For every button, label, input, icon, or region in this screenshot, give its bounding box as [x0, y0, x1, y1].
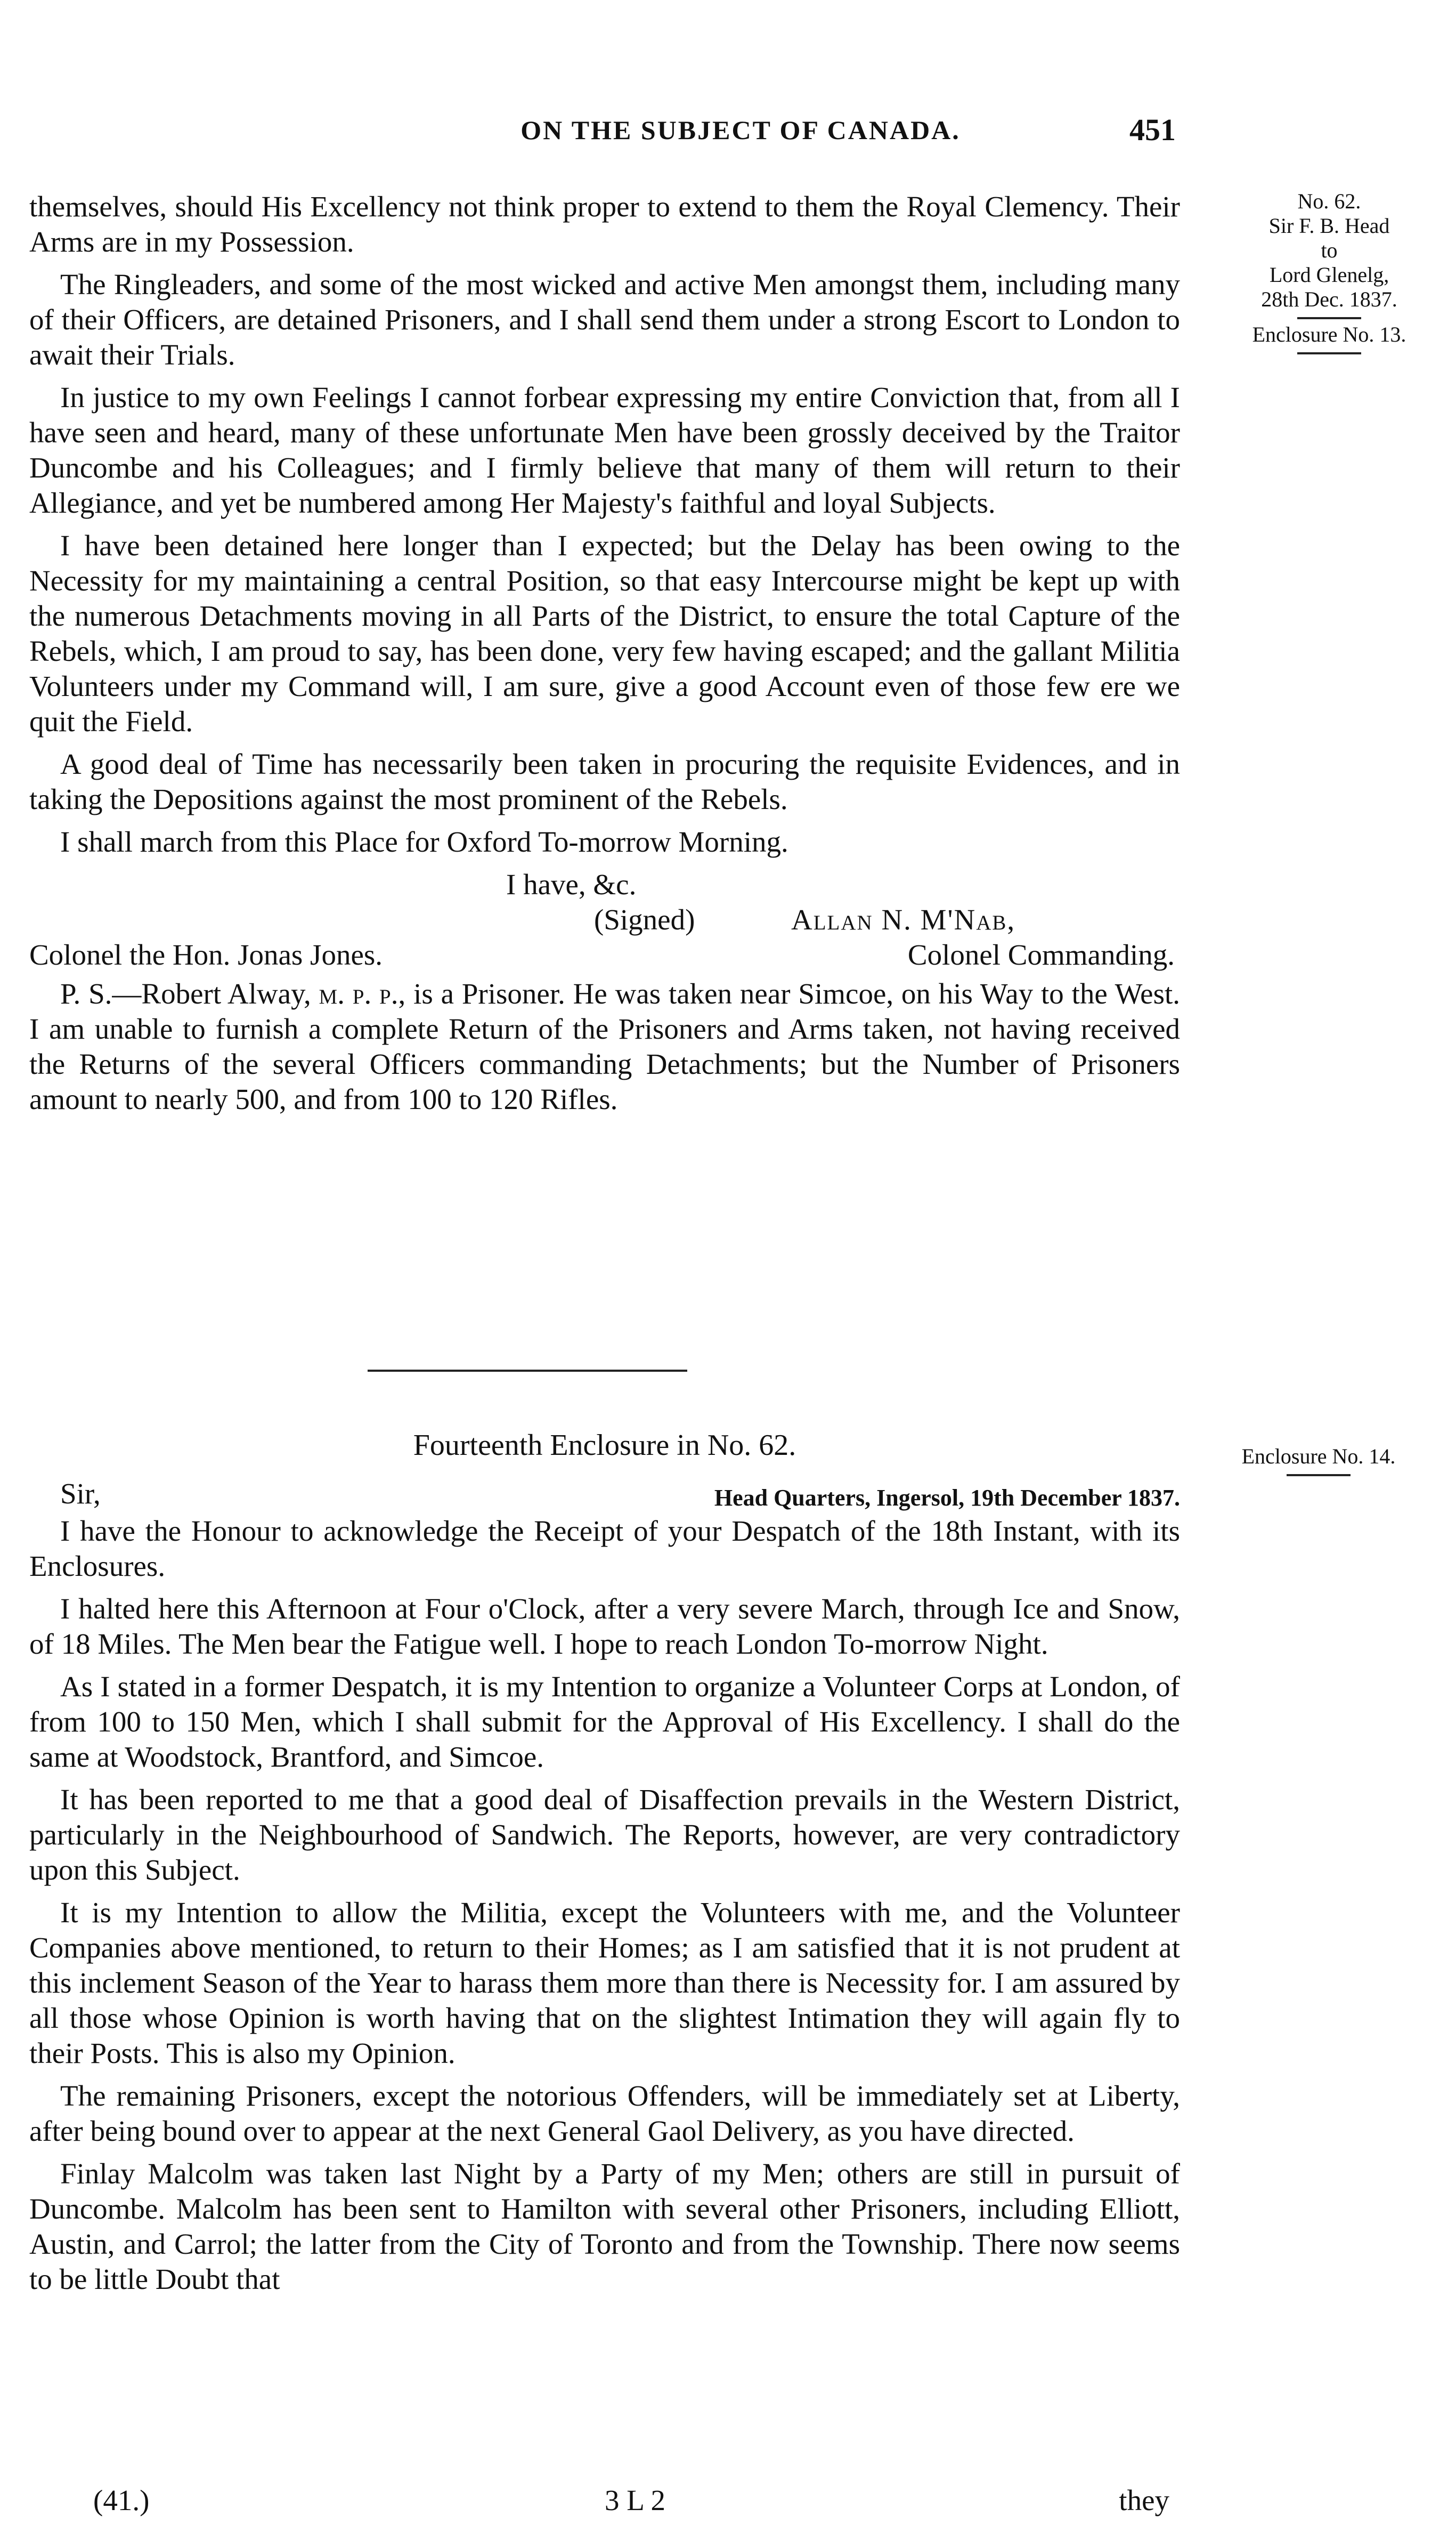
enclosure-heading: Fourteenth Enclosure in No. 62.: [413, 1429, 796, 1462]
postscript-mpp: m. p. p.: [319, 977, 398, 1010]
margin-rule: [1287, 1474, 1351, 1476]
margin-note-top: [1204, 189, 1454, 354]
paragraph: I shall march from this Place for Oxford To-morrow Morning.: [60, 826, 788, 858]
paragraph: themselves, should His Excellency not think proper to extend to them the Royal Clemency. Their Arms are in my Possession.: [29, 190, 1180, 258]
sheet-number: (41.): [93, 2484, 150, 2516]
salutation: Sir,: [60, 1477, 101, 1510]
postscript-text: , is a Prisoner. He was taken near Simcoe, on his Way to the West. I am unable to furnish a complete Return of the Prisoners and Arms taken, not having received the Returns of the several Officers commanding Detachments; but the Number of Prisoners amount to nearly 500, and from 100 to 120 Rifles.: [29, 977, 1180, 1115]
closing: I have, &c.: [506, 868, 637, 901]
signature-block: [29, 867, 1180, 976]
section-two: [29, 1476, 1180, 2304]
paragraph: It is my Intention to allow the Militia, except the Volunteers with me, and the Volunteer Companies above mentioned, to return to their Homes; as I am satisfied that it is not prudent at this inclement Season of the Year to harass them more than there is Necessity for. I am assured by all those whose Opinion is worth having that on the slightest Intimation they will again fly to their Posts. This is also my Opinion.: [29, 1896, 1180, 2069]
margin-note-line: Lord Glenelg,: [1269, 263, 1389, 287]
paragraph: The remaining Prisoners, except the notorious Offenders, will be immediately set at Liberty, after being bound over to appear at the next General Gaol Delivery, as you have directed.: [29, 2079, 1180, 2147]
paragraph: A good deal of Time has necessarily been taken in procuring the requisite Evidences, and in taking the Depositions against the most prominent of the Rebels.: [29, 748, 1180, 815]
margin-note-line: 28th Dec. 1837.: [1261, 287, 1397, 311]
section-divider: [368, 1370, 687, 1372]
margin-note-line: Sir F. B. Head: [1268, 214, 1390, 238]
signatory-rank: Colonel Commanding.: [907, 938, 1175, 971]
paragraph: As I stated in a former Despatch, it is my Intention to organize a Volunteer Corps at London, of from 100 to 150 Men, which I shall submit for the Approval of His Excellency. I shall do the same at Woodstock, Brantford, and Simcoe.: [29, 1670, 1180, 1773]
salutation-line: [29, 1476, 1180, 1514]
margin-note-bottom: [1193, 1444, 1444, 1476]
signatory-name: Allan N. M'Nab,: [791, 903, 1016, 936]
page-footer: [29, 2483, 1180, 2521]
addressee: Colonel the Hon. Jonas Jones.: [29, 938, 383, 971]
paragraph: I halted here this Afternoon at Four o'Clock, after a very severe March, through Ice and Snow, of 18 Miles. The Men bear the Fatigue well. I hope to reach London To-morrow Night.: [29, 1592, 1180, 1660]
margin-note-enclosure: Enclosure No. 13.: [1252, 322, 1406, 346]
catchword: they: [1119, 2484, 1169, 2516]
place-date: Head Quarters, Ingersol, 19th December 1837.: [714, 1485, 1180, 1511]
postscript: [29, 976, 1180, 1117]
paragraph: It has been reported to me that a good deal of Disaffection prevails in the Western District, particularly in the Neighbourhood of Sandwich. The Reports, however, are very contradictory upon this Subject.: [29, 1783, 1180, 1886]
margin-rule: [1297, 352, 1361, 354]
paragraph: Finlay Malcolm was taken last Night by a Party of my Men; others are still in pursuit of Duncombe. Malcolm has been sent to Hamilton with several other Prisoners, including Elliott, Austin, and Carrol; the latter from the City of Toronto and from the Township. There now seems to be little Doubt that: [29, 2157, 1180, 2295]
paragraph: I have the Honour to acknowledge the Receipt of your Despatch of the 18th Instant, with its Enclosures.: [29, 1515, 1180, 1582]
signed-label: (Signed): [594, 903, 695, 936]
postscript-text: —Robert Alway,: [112, 977, 319, 1010]
margin-note-enclosure: Enclosure No. 14.: [1241, 1444, 1396, 1468]
running-title: ON THE SUBJECT OF CANADA.: [520, 115, 961, 145]
paragraph: I have been detained here longer than I expected; but the Delay has been owing to the Necessity for my maintaining a central Position, so that easy Intercourse might be kept up with the numerous Detachments moving in all Parts of the District, to ensure the total Capture of the Rebels, which, I am proud to say, has been done, very few having escaped; and the gallant Militia Volunteers under my Command will, I am sure, give a good Account even of those few ere we quit the Field.: [29, 529, 1180, 738]
margin-note-line: to: [1321, 238, 1338, 262]
margin-rule: [1297, 317, 1361, 319]
page-number: 451: [1129, 112, 1176, 147]
postscript-label: P. S.: [60, 977, 112, 1010]
margin-note-line: No. 62.: [1297, 189, 1361, 213]
paragraph: The Ringleaders, and some of the most wicked and active Men amongst them, including many of their Officers, are detained Prisoners, and I shall send them under a strong Escort to London to await their Trials.: [29, 268, 1180, 371]
paragraph: In justice to my own Feelings I cannot forbear expressing my entire Conviction that, from all I have seen and heard, many of these unfortunate Men have been grossly deceived by the Traitor Duncombe and his Colleagues; and I firmly believe that many of them will return to their Allegiance, and yet be numbered among Her Majesty's faithful and loyal Subjects.: [29, 381, 1180, 519]
signature-mark: 3 L 2: [605, 2484, 666, 2516]
section-one: [29, 189, 1180, 1124]
